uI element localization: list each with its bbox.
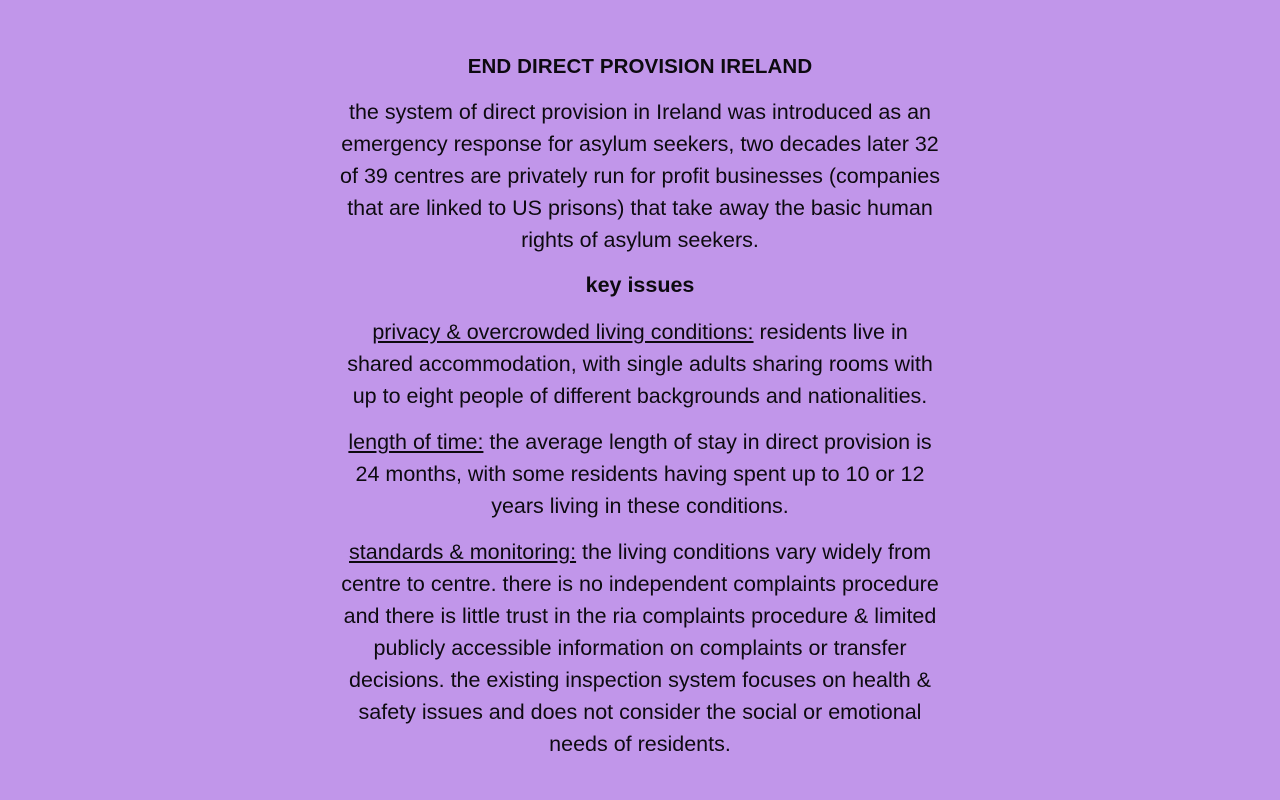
intro-paragraph: the system of direct provision in Ireland was introduced as an emergency response for asylum seekers, two decades later 32 of 39 centres are privately run for profit businesses (companies that are linked to US prisons) that take away the basic human rights of asylum seekers.: [340, 100, 940, 252]
issue-text: the living conditions vary widely from centre to centre. there is no independent complaints procedure and there is little trust in the ria complaints procedure & limited publicly accessible information on complaints or transfer decisions. the existing inspection system focuses on health & safety issues and does not consider the social or emotional needs of residents.: [341, 540, 939, 756]
key-issues-heading: key issues: [585, 273, 695, 297]
issue-label: privacy & overcrowded living conditions:: [372, 320, 754, 344]
issue-length-of-time: [340, 426, 940, 522]
page-title: END DIRECT PROVISION IRELAND: [467, 55, 813, 78]
issue-text: the average length of stay in direct provision is 24 months, with some residents having spent up to 10 or 12 years living in these conditions.: [355, 430, 932, 518]
issue-standards-monitoring: [340, 536, 940, 760]
issue-privacy: [340, 316, 940, 412]
issue-label: standards & monitoring:: [349, 540, 577, 564]
issue-label: length of time:: [348, 430, 484, 454]
issue-text: residents live in shared accommodation, with single adults sharing rooms with up to eight people of different backgrounds and nationalities.: [347, 320, 933, 408]
content-column: [340, 52, 940, 760]
